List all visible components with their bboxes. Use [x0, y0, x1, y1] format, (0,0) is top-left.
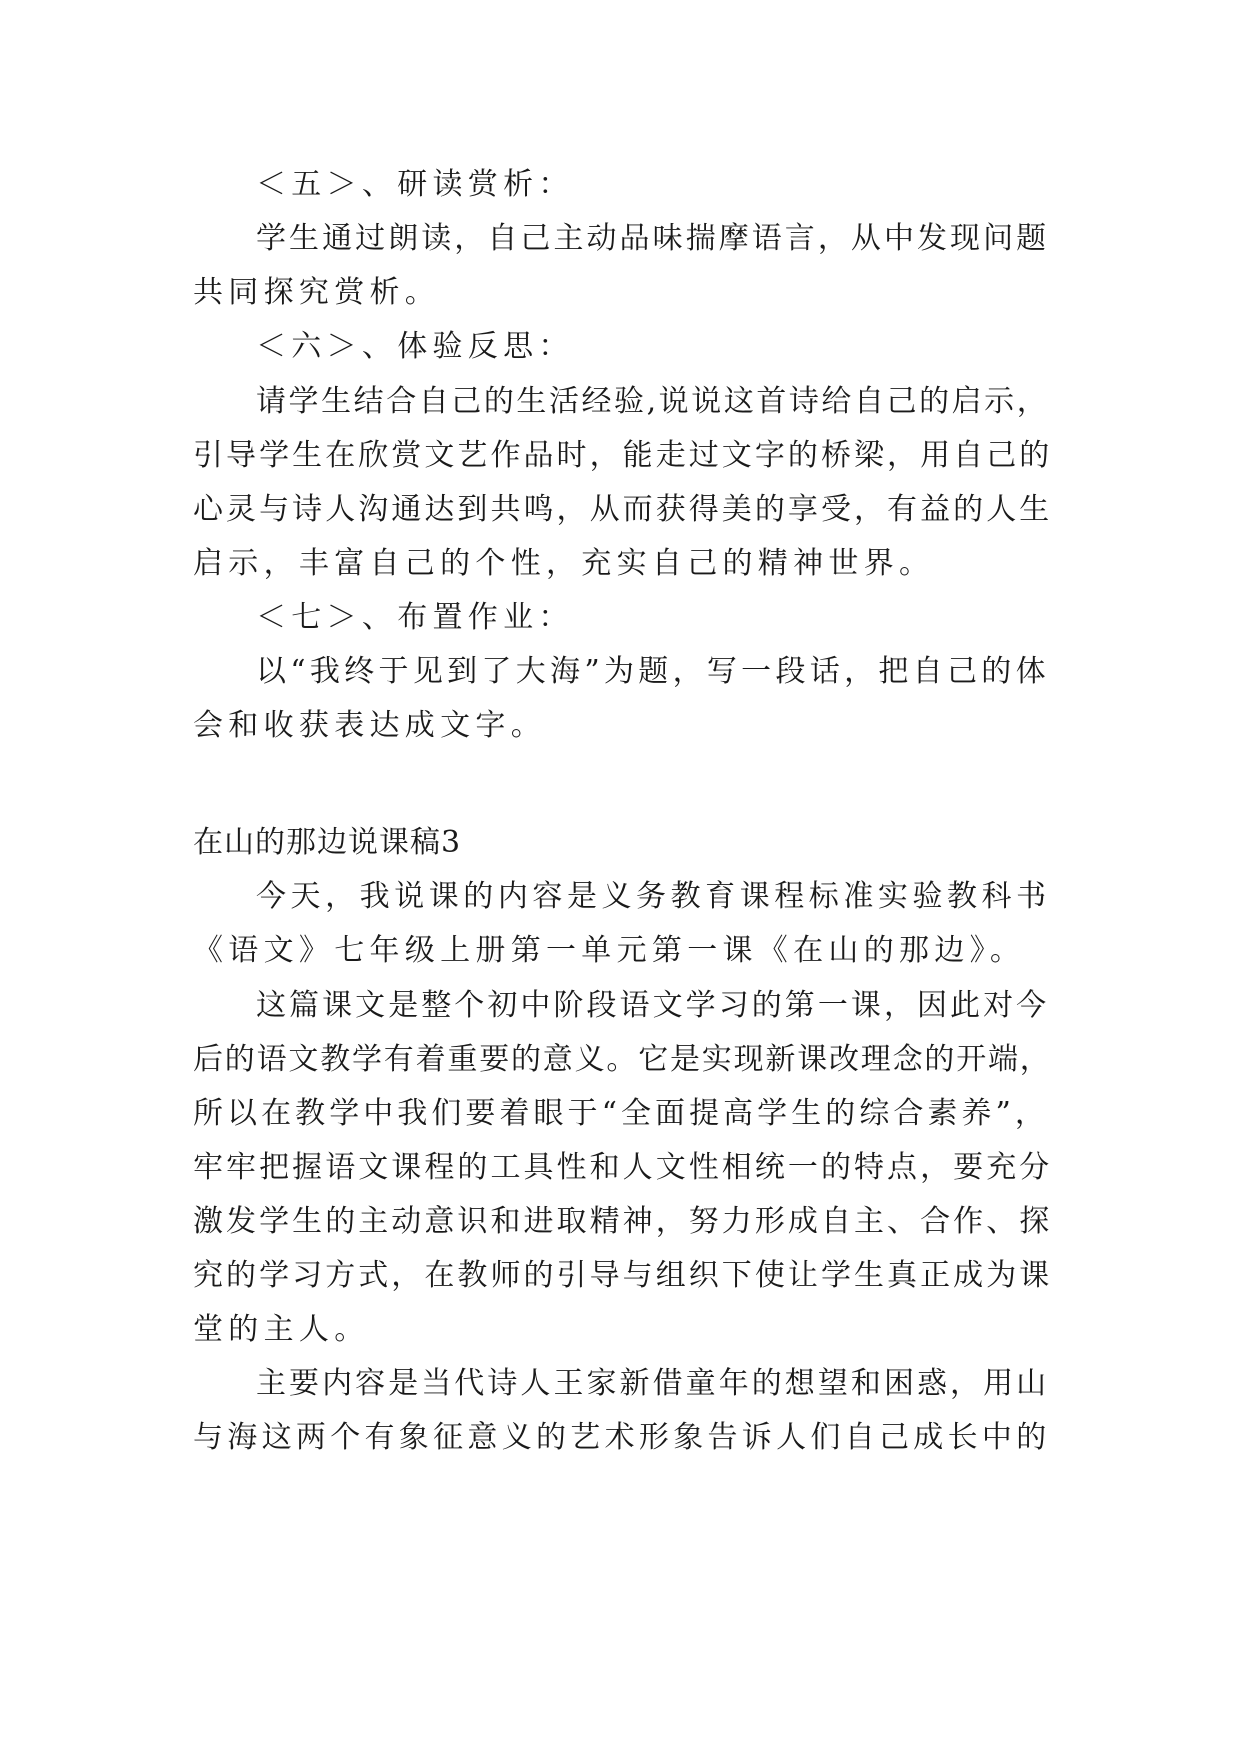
section-heading-7: ＜七＞、布置作业： — [256, 600, 574, 635]
paragraph-line: 后的语文教学有着重要的意义。它是实现新课改理念的开端， — [193, 1042, 1052, 1077]
paragraph-line: 与海这两个有象征意义的艺术形象告诉人们自己成长中的 — [193, 1420, 1051, 1455]
paragraph-line: 启示，丰富自己的个性，充实自己的精神世界。 — [193, 546, 935, 581]
paragraph-line: 学生通过朗读，自己主动品味揣摩语言，从中发现问题 — [256, 221, 1050, 256]
paragraph-line: 这篇课文是整个初中阶段语文学习的第一课，因此对今 — [256, 988, 1050, 1023]
paragraph-line: 激发学生的主动意识和进取精神，努力形成自主、合作、探 — [193, 1204, 1053, 1239]
paragraph-line: 牢牢把握语文课程的工具性和人文性相统一的特点，要充分 — [193, 1150, 1053, 1185]
paragraph-line: 《语文》七年级上册第一单元第一课《在山的那边》。 — [193, 933, 1026, 968]
paragraph-line: 会和收获表达成文字。 — [193, 708, 546, 743]
paragraph-line: 堂的主人。 — [193, 1312, 370, 1347]
paragraph-line: 所以在教学中我们要着眼于“全面提高学生的综合素养”， — [193, 1096, 1049, 1131]
paragraph-line: 主要内容是当代诗人王家新借童年的想望和困惑，用山 — [256, 1366, 1050, 1401]
paragraph-line: 今天，我说课的内容是义务教育课程标准实验教科书 — [256, 879, 1051, 914]
section-heading-6: ＜六＞、体验反思： — [256, 329, 574, 364]
paragraph-line: 究的学习方式，在教师的引导与组织下使让学生真正成为课 — [193, 1258, 1053, 1293]
article-title: 在山的那边说课稿3 — [193, 825, 462, 860]
paragraph-line: 引导学生在欣赏文艺作品时，能走过文字的桥梁，用自己的 — [193, 438, 1053, 473]
paragraph-line: 以“我终于见到了大海”为题，写一段话，把自己的体 — [256, 654, 1050, 689]
paragraph-line: 请学生结合自己的生活经验,说说这首诗给自己的启示， — [256, 384, 1050, 419]
paragraph-line: 共同探究赏析。 — [193, 275, 441, 310]
paragraph-line: 心灵与诗人沟通达到共鸣，从而获得美的享受，有益的人生 — [193, 492, 1053, 527]
section-heading-5: ＜五＞、研读赏析： — [256, 167, 574, 202]
